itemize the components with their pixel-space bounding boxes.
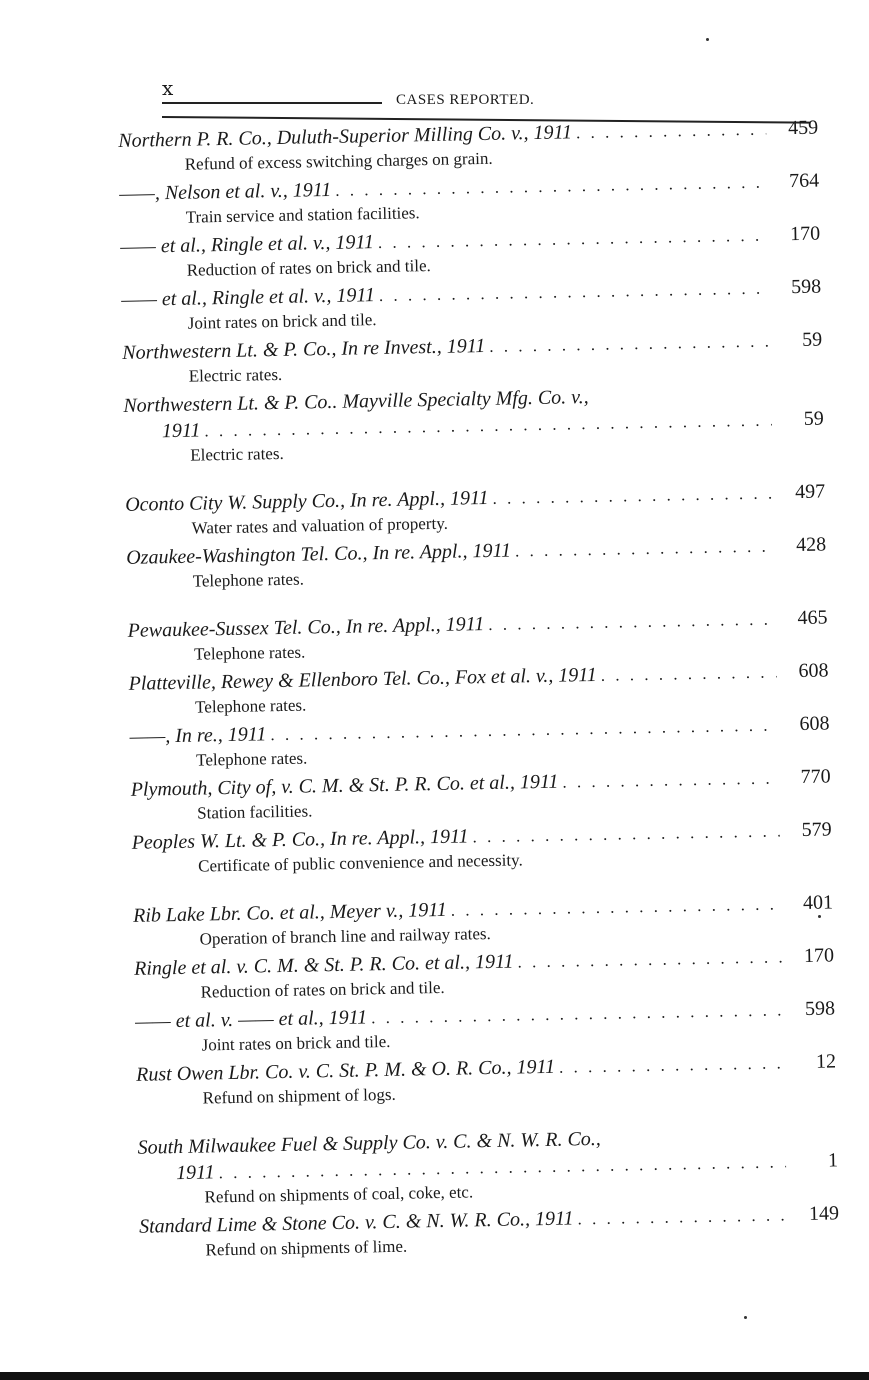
case-entry	[130, 763, 831, 825]
dot-leader	[492, 480, 773, 511]
scan-speck	[818, 915, 821, 918]
case-description: Station facilities.	[196, 801, 313, 823]
case-name-first-line: South Milwaukee Fuel & Supply Co. v. C. & N. W. R. Co.,	[137, 1127, 602, 1159]
case-entry	[127, 604, 828, 666]
scan-speck	[744, 1316, 747, 1319]
dot-leader	[559, 1050, 785, 1080]
dot-leader	[488, 606, 776, 638]
scan-speck	[706, 38, 709, 41]
dot-leader	[517, 944, 782, 975]
header-rule-short	[162, 102, 382, 104]
case-description: Telephone rates.	[194, 695, 307, 717]
case-entry	[135, 995, 836, 1057]
letter-group-p	[127, 604, 832, 878]
page-number: 170	[803, 944, 835, 967]
case-name: Oconto City W. Supply Co., In re. Appl., 1911	[125, 486, 489, 516]
case-name: Rust Owen Lbr. Co. v. C. St. P. M. & O. R. Co., 1911	[135, 1055, 556, 1086]
case-entry	[128, 657, 829, 719]
case-description: Operation of branch line and railway rates.	[199, 923, 491, 949]
page-number: 459	[787, 116, 819, 140]
case-description: Reduction of rates on brick and tile.	[186, 256, 431, 280]
case-description: Telephone rates.	[195, 748, 308, 770]
letter-group-r	[133, 889, 837, 1110]
page-number: 1	[827, 1149, 839, 1172]
case-name: —— et al., Ringle et al. v., 1911	[121, 284, 376, 311]
case-description: Joint rates on brick and tile.	[201, 1031, 391, 1055]
case-name: Peoples W. Lt. & P. Co., In re. Appl., 1911	[131, 825, 469, 854]
dot-leader	[515, 533, 775, 564]
case-name: —— et al. v. —— et al., 1911	[134, 1006, 368, 1033]
letter-group-s	[137, 1121, 839, 1262]
page-number: 608	[799, 712, 830, 736]
page-number: 764	[788, 169, 820, 193]
case-entry	[121, 274, 822, 336]
case-entry	[120, 221, 821, 283]
running-head: CASES REPORTED.	[396, 92, 535, 108]
case-name: Platteville, Rewey & Ellenboro Tel. Co., Fox et al. v., 1911	[128, 663, 598, 695]
case-entry	[119, 168, 820, 230]
case-entry	[137, 1121, 838, 1209]
case-name: 1911	[175, 1161, 215, 1185]
case-entry	[139, 1200, 840, 1262]
case-description: Train service and station facilities.	[185, 203, 420, 227]
page-number: 598	[790, 275, 822, 299]
page-number: 149	[808, 1202, 840, 1225]
case-name: ——, In re., 1911	[129, 723, 267, 748]
page-number: 598	[804, 997, 836, 1020]
case-entry	[126, 531, 827, 593]
case-entry	[122, 327, 823, 389]
case-description: Water rates and valuation of property.	[191, 513, 449, 538]
case-name: Northwestern Lt. & P. Co., In re Invest., 1911	[122, 334, 486, 364]
page-number: 579	[801, 818, 832, 842]
page-number: 770	[800, 765, 831, 789]
case-index	[118, 115, 841, 1308]
case-name: Plymouth, City of, v. C. M. & St. P. R. Co. et al., 1911	[130, 770, 559, 801]
case-description: Refund of excess switching charges on grain.	[184, 148, 493, 174]
case-description: Reduction of rates on brick and tile.	[200, 977, 445, 1002]
case-description: Electric rates.	[190, 443, 284, 465]
case-entry	[129, 710, 830, 772]
case-description: Telephone rates.	[192, 569, 305, 591]
letter-group-n	[118, 115, 824, 468]
page-number: 170	[789, 222, 821, 246]
page-number: 59	[803, 407, 824, 430]
case-entry	[125, 478, 826, 540]
dot-leader	[562, 765, 779, 795]
case-name: 1911	[161, 419, 201, 443]
case-description: Refund on shipment of logs.	[202, 1084, 396, 1108]
case-entry	[133, 889, 834, 951]
case-description: Telephone rates.	[193, 642, 306, 664]
dot-leader	[601, 659, 777, 688]
page-number: 428	[795, 533, 827, 557]
page-bottom-edge	[0, 1372, 869, 1380]
case-name: Rib Lake Lbr. Co. et al., Meyer v., 1911	[132, 898, 447, 927]
case-name: Ringle et al. v. C. M. & St. P. R. Co. et al., 1911	[133, 950, 514, 980]
page-number: 465	[797, 606, 828, 630]
case-entry	[131, 816, 832, 878]
page-number: 608	[798, 659, 829, 683]
case-name: Pewaukee-Sussex Tel. Co., In re. Appl., 1911	[127, 613, 485, 642]
case-description: Electric rates.	[188, 364, 283, 386]
case-entry	[136, 1048, 837, 1110]
page-number: 497	[794, 480, 826, 504]
case-description: Joint rates on brick and tile.	[187, 310, 377, 333]
page-number: 12	[815, 1050, 837, 1073]
case-name: —— et al., Ringle et al. v., 1911	[120, 231, 375, 258]
case-description: Refund on shipments of lime.	[205, 1236, 408, 1260]
case-description: Certificate of public convenience and necessity.	[198, 850, 523, 876]
case-name: Northern P. R. Co., Duluth-Superior Milling Co. v., 1911	[118, 121, 573, 152]
dot-leader	[576, 117, 767, 147]
page-number: 59	[801, 328, 823, 351]
folio: x	[162, 76, 174, 100]
dot-leader	[577, 1202, 787, 1232]
case-name-first-line: Northwestern Lt. & P. Co.. Mayville Specialty Mfg. Co. v.,	[123, 386, 589, 417]
case-entry	[123, 380, 824, 468]
page-number: 401	[802, 891, 834, 914]
letter-group-o	[125, 478, 827, 593]
case-name: Standard Lime & Stone Co. v. C. & N. W. R. Co., 1911	[138, 1207, 574, 1238]
dot-leader	[489, 329, 770, 360]
case-name: Ozaukee-Washington Tel. Co., In re. Appl., 1911	[126, 539, 512, 569]
case-name: ——, Nelson et al. v., 1911	[119, 178, 332, 205]
case-entry	[134, 942, 835, 1004]
case-description: Refund on shipments of coal, coke, etc.	[204, 1182, 474, 1207]
